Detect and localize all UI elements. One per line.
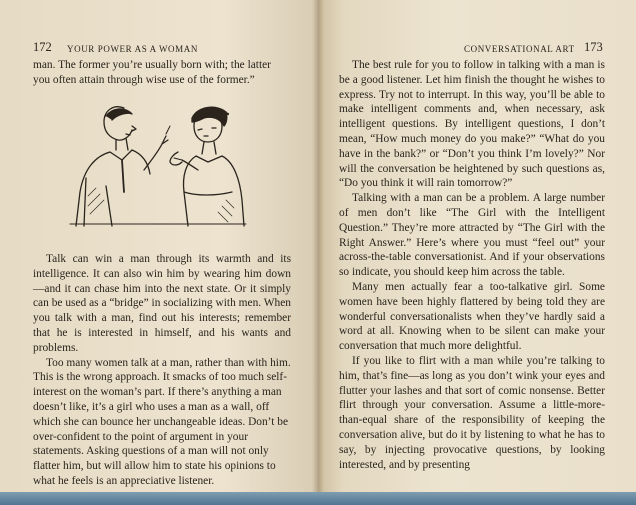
right-paragraph-3: Many men actually fear a too-talkative girl. Some women have been highly flattered by being told they are wonderful conversationalists when they’ve hardly said a word at all. Knowing when to be silent can make your conversation that much more delightful. (339, 280, 605, 353)
left-page-body-text (33, 252, 291, 489)
book-gutter (312, 0, 324, 492)
right-page-body-text (339, 58, 605, 472)
couple-talking-illustration (66, 96, 250, 228)
left-paragraph-2: Too many women talk at a man, rather than with him. This is the wrong approach. It smacks of too much self-interest on the woman’s part. If there’s anything a man doesn’t like, it’s a girl who uses a man as a wall, off which she can bounce her unchangeable ideas. Don’t be over-confident to the point of argument in your statements. Asking questions of a man will not only flatter him, but will allow him to state his opinions to what he feels is an appreciative listener. (33, 356, 291, 487)
left-page-top-text (33, 58, 291, 88)
running-head-right: CONVERSATIONAL ART (464, 44, 575, 54)
left-page (0, 0, 318, 492)
right-page (318, 0, 636, 492)
left-top-line-2: you often attain through wise use of the former.” (33, 73, 255, 86)
background-strip (0, 492, 636, 505)
right-paragraph-2: Talking with a man can be a problem. A large number of men don’t like “The Girl with the Intelligent Question.” They’re more attracted by “The Girl with the Right Answer.” Here’s where you must “feel out” your across-the-table conversationist. And if your observations so indicate, you should keep him across the table. (339, 192, 605, 279)
running-head-left: YOUR POWER AS A WOMAN (67, 44, 198, 54)
left-top-line-1: man. The former you’re usually born with; the latter (33, 59, 271, 71)
page-number-left: 172 (33, 40, 52, 54)
left-paragraph-1: Talk can win a man through its warmth and its intelligence. It can also win him by wearing him down—and it can chase him into the next state. Or it simply can be used as a “bridge” in socializing with men. When you talk with a man, find out his interests; remember that he is interested in himself, and his wants and problems. (33, 253, 291, 354)
right-paragraph-1: The best rule for you to follow in talking with a man is be a good listener. Let him finish the thought he wishes to express. Try not to interrupt. In this way, you’ll be able to make intelligent comments and, when necessary, ask intelligent questions. By intelligent questions, I don’t mean, “How much money do you make?” “What do you have in the bank?” or “Don’t you think I’m lovely?” Nor will the conversation be heightened by such questions as, “Do you think it will rain tomorrow?” (339, 59, 605, 190)
right-paragraph-4: If you like to flirt with a man while you’re talking to him, that’s fine—as long as you don’t wink your eyes and flutter your lashes and that sort of comic nonsense. Better flirt through your conversation. Assume a little-more-than-equal share of the responsibility of keeping the conversation alive, but do it by listening to what he has to say, by injecting provocative questions, by looking interested, and by presenting (339, 354, 605, 471)
page-number-right: 173 (584, 40, 603, 54)
